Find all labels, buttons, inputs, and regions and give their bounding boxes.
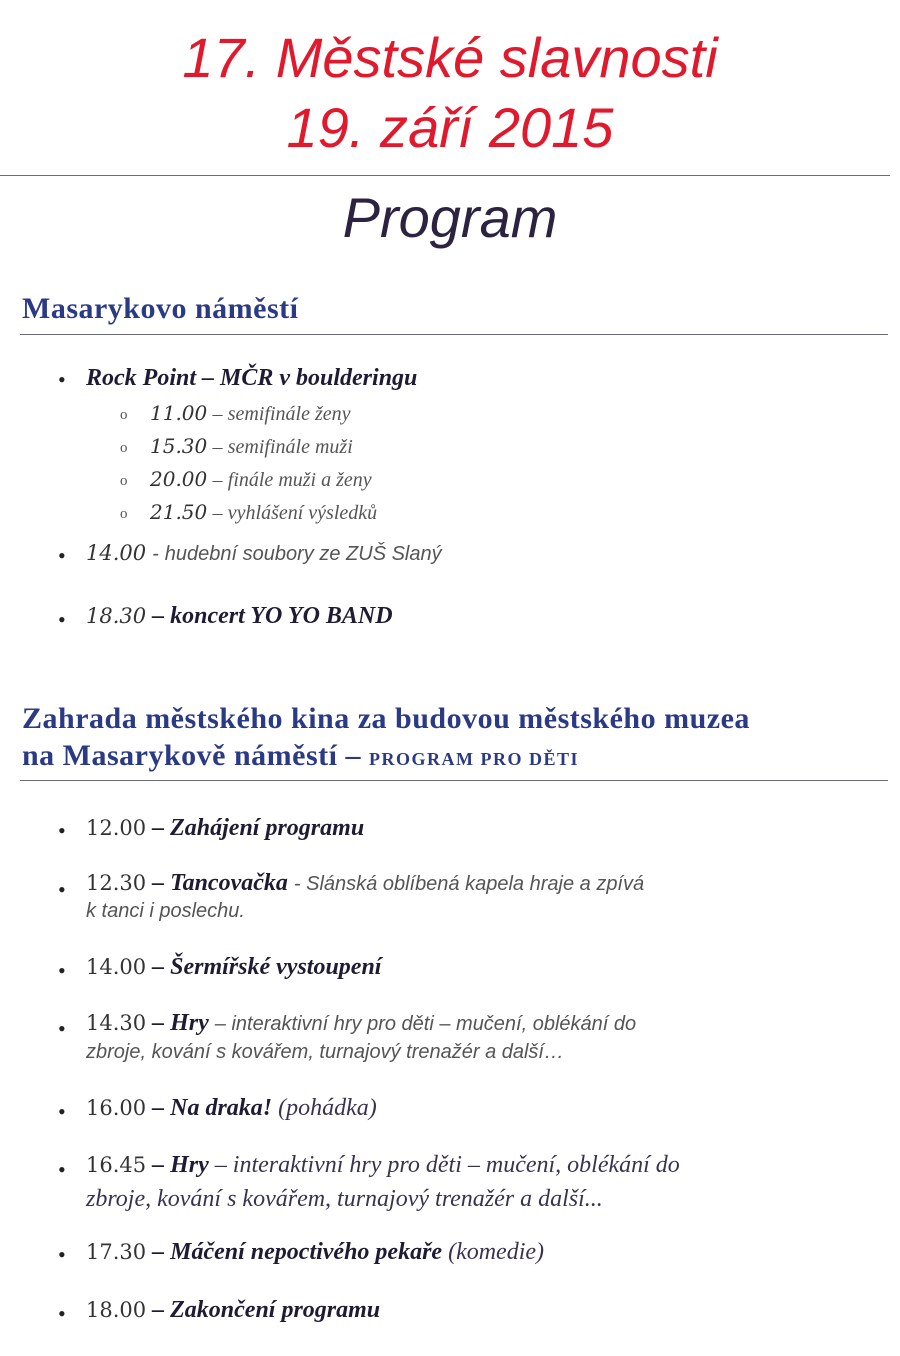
sub-item: 11.00 – semifinále ženy — [150, 401, 351, 425]
section-heading-zahrada: Zahrada městského kina za budovou městského muzea — [22, 702, 750, 735]
item-desc-continued: zbroje, kování s kovářem, turnajový trenažér a další... — [86, 1186, 603, 1212]
list-item: 18.00 – Zakončení programu — [86, 1297, 381, 1323]
list-item: 14.00 - hudební soubory ze ZUŠ Slaný — [86, 541, 442, 565]
title-line-1: 17. Městské slavnosti — [182, 26, 718, 89]
item-title: Rock Point – MČR v boulderingu — [86, 365, 418, 391]
list-item: 16.45 – Hry – interaktivní hry pro děti – mučení, oblékání do — [86, 1152, 680, 1178]
bullet: • — [58, 877, 66, 902]
section-divider-1 — [20, 334, 888, 335]
list-item-rockpoint — [86, 363, 417, 393]
bullet: • — [58, 1242, 66, 1267]
list-item-yoyoband: 18.30 – koncert YO YO BAND — [86, 603, 393, 629]
bullet: • — [58, 958, 66, 983]
sub-item: 20.00 – finále muži a ženy — [150, 467, 372, 491]
list-item: 14.30 – Hry – interaktivní hry pro děti – mučení, oblékání do — [86, 1010, 637, 1036]
program-heading: Program — [342, 186, 558, 249]
list-item: 14.00 – Šermířské vystoupení — [86, 954, 382, 980]
sub-bullet: o — [120, 407, 128, 423]
sub-bullet: o — [120, 506, 128, 522]
header-divider — [0, 175, 890, 176]
section-divider-2 — [20, 780, 888, 781]
item-desc-continued: zbroje, kování s kovářem, turnajový trenažér a další… — [86, 1041, 564, 1063]
bullet: • — [58, 1301, 66, 1326]
bullet: • — [58, 367, 66, 392]
bullet: • — [58, 607, 66, 632]
list-item: 16.00 – Na draka! (pohádka) — [86, 1095, 377, 1121]
sub-item: 15.30 – semifinále muži — [150, 434, 353, 458]
sub-bullet: o — [120, 440, 128, 456]
section-heading-masarykovo: Masarykovo náměstí — [22, 292, 299, 325]
list-item: 12.30 – Tancovačka - Slánská oblíbená kapela hraje a zpívá — [86, 870, 645, 896]
title-line-2: 19. září 2015 — [286, 96, 614, 159]
sub-item: 21.50 – vyhlášení výsledků — [150, 500, 378, 524]
bullet: • — [58, 1157, 66, 1182]
bullet: • — [58, 1016, 66, 1041]
item-desc-continued: k tanci i poslechu. — [86, 900, 245, 922]
section-heading-zahrada-line2: na Masarykově náměstí – PROGRAM PRO DĚTI — [22, 739, 579, 772]
sub-bullet: o — [120, 473, 128, 489]
list-item: 17.30 – Máčení nepoctivého pekaře (komedie) — [86, 1239, 545, 1265]
list-item: 12.00 – Zahájení programu — [86, 815, 365, 841]
bullet: • — [58, 1099, 66, 1124]
bullet: • — [58, 818, 66, 843]
bullet: • — [58, 543, 66, 568]
